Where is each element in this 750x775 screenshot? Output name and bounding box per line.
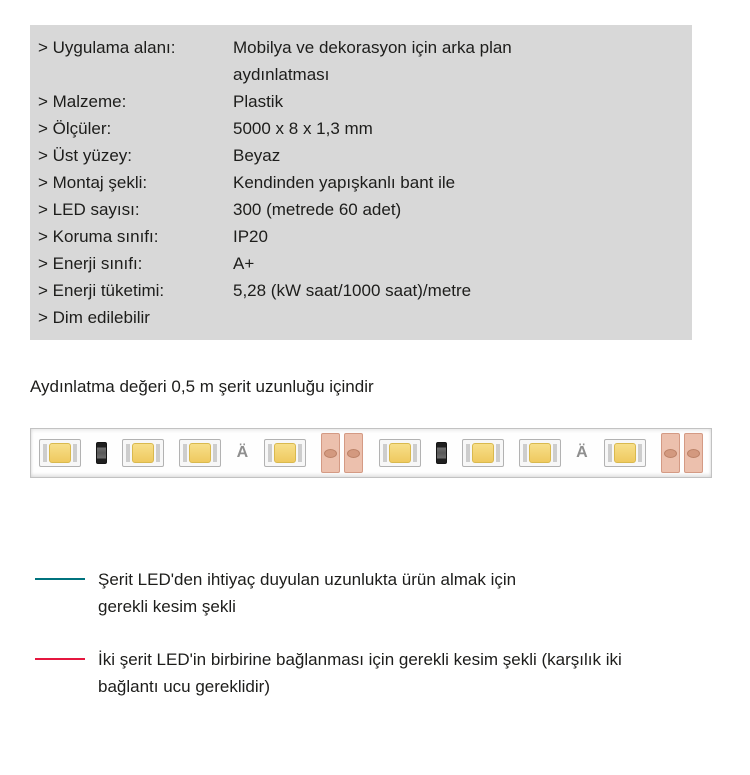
spec-value: Kendinden yapışkanlı bant ile xyxy=(233,173,456,192)
spec-row xyxy=(38,88,682,115)
solder-pad-hole xyxy=(664,449,677,458)
spec-table xyxy=(30,25,692,340)
led-package xyxy=(39,439,81,467)
spec-label: > Üst yüzey: xyxy=(38,146,133,165)
solder-pad xyxy=(344,433,363,473)
solder-pad-hole xyxy=(347,449,360,458)
solder-pad-hole xyxy=(687,449,700,458)
led-die xyxy=(614,443,636,463)
led-die xyxy=(132,443,154,463)
lighting-note: Aydınlatma değeri 0,5 m şerit uzunluğu içindir xyxy=(30,377,374,396)
legend-item xyxy=(35,646,750,700)
spec-row xyxy=(38,196,682,223)
cut-point-pads xyxy=(661,433,703,473)
led-die xyxy=(529,443,551,463)
spec-value: 300 (metrede 60 adet) xyxy=(233,200,402,219)
spec-label: > Enerji tüketimi: xyxy=(38,281,165,300)
led-package xyxy=(604,439,646,467)
spec-label: > LED sayısı: xyxy=(38,200,140,219)
spec-value: IP20 xyxy=(233,227,268,246)
led-strip-image xyxy=(30,428,712,478)
spec-label: > Malzeme: xyxy=(38,92,127,111)
spec-row xyxy=(38,223,682,250)
spec-label: > Koruma sınıfı: xyxy=(38,227,159,246)
solder-pad-hole xyxy=(324,449,337,458)
led-die xyxy=(389,443,411,463)
spec-label: > Enerji sınıfı: xyxy=(38,254,143,273)
led-package xyxy=(462,439,504,467)
spec-row xyxy=(38,142,682,169)
spec-row xyxy=(38,304,682,331)
solder-pad xyxy=(661,433,680,473)
spec-label: > Montaj şekli: xyxy=(38,173,148,192)
spec-row xyxy=(38,34,682,88)
spec-row xyxy=(38,169,682,196)
cut-point-pads xyxy=(321,433,363,473)
spec-value: Beyaz xyxy=(233,146,281,165)
spec-row xyxy=(38,115,682,142)
led-package xyxy=(379,439,421,467)
brand-mark: Ä xyxy=(236,444,250,461)
legend-text: İki şerit LED'in birbirine bağlanması için gerekli kesim şekli (karşılık iki bağlantı ucu gereklidir) xyxy=(98,650,622,696)
led-die xyxy=(472,443,494,463)
spec-value: Mobilya ve dekorasyon için arka plan aydınlatması xyxy=(233,38,512,84)
led-package xyxy=(122,439,164,467)
legend xyxy=(35,566,750,700)
spec-value: 5000 x 8 x 1,3 mm xyxy=(233,119,373,138)
spec-row xyxy=(38,250,682,277)
cut-single-strip-line xyxy=(35,578,85,580)
solder-pad xyxy=(321,433,340,473)
spec-value: 5,28 (kW saat/1000 saat)/metre xyxy=(233,281,472,300)
brand-mark: Ä xyxy=(576,444,589,461)
spec-label: > Dim edilebilir xyxy=(38,308,150,327)
legend-text: Şerit LED'den ihtiyaç duyulan uzunlukta ürün almak için gerekli kesim şekli xyxy=(98,570,517,616)
led-package xyxy=(179,439,221,467)
solder-pad xyxy=(684,433,703,473)
led-die xyxy=(49,443,71,463)
spec-value: Plastik xyxy=(233,92,284,111)
resistor-component xyxy=(436,442,447,464)
led-package xyxy=(264,439,306,467)
spec-label: > Ölçüler: xyxy=(38,119,112,138)
spec-row xyxy=(38,277,682,304)
spec-label: > Uygulama alanı: xyxy=(38,38,176,57)
spec-value: A+ xyxy=(233,254,255,273)
resistor-component xyxy=(96,442,107,464)
led-package xyxy=(519,439,561,467)
legend-item xyxy=(35,566,750,620)
led-die xyxy=(189,443,211,463)
cut-join-strips-line xyxy=(35,658,85,660)
led-die xyxy=(274,443,296,463)
